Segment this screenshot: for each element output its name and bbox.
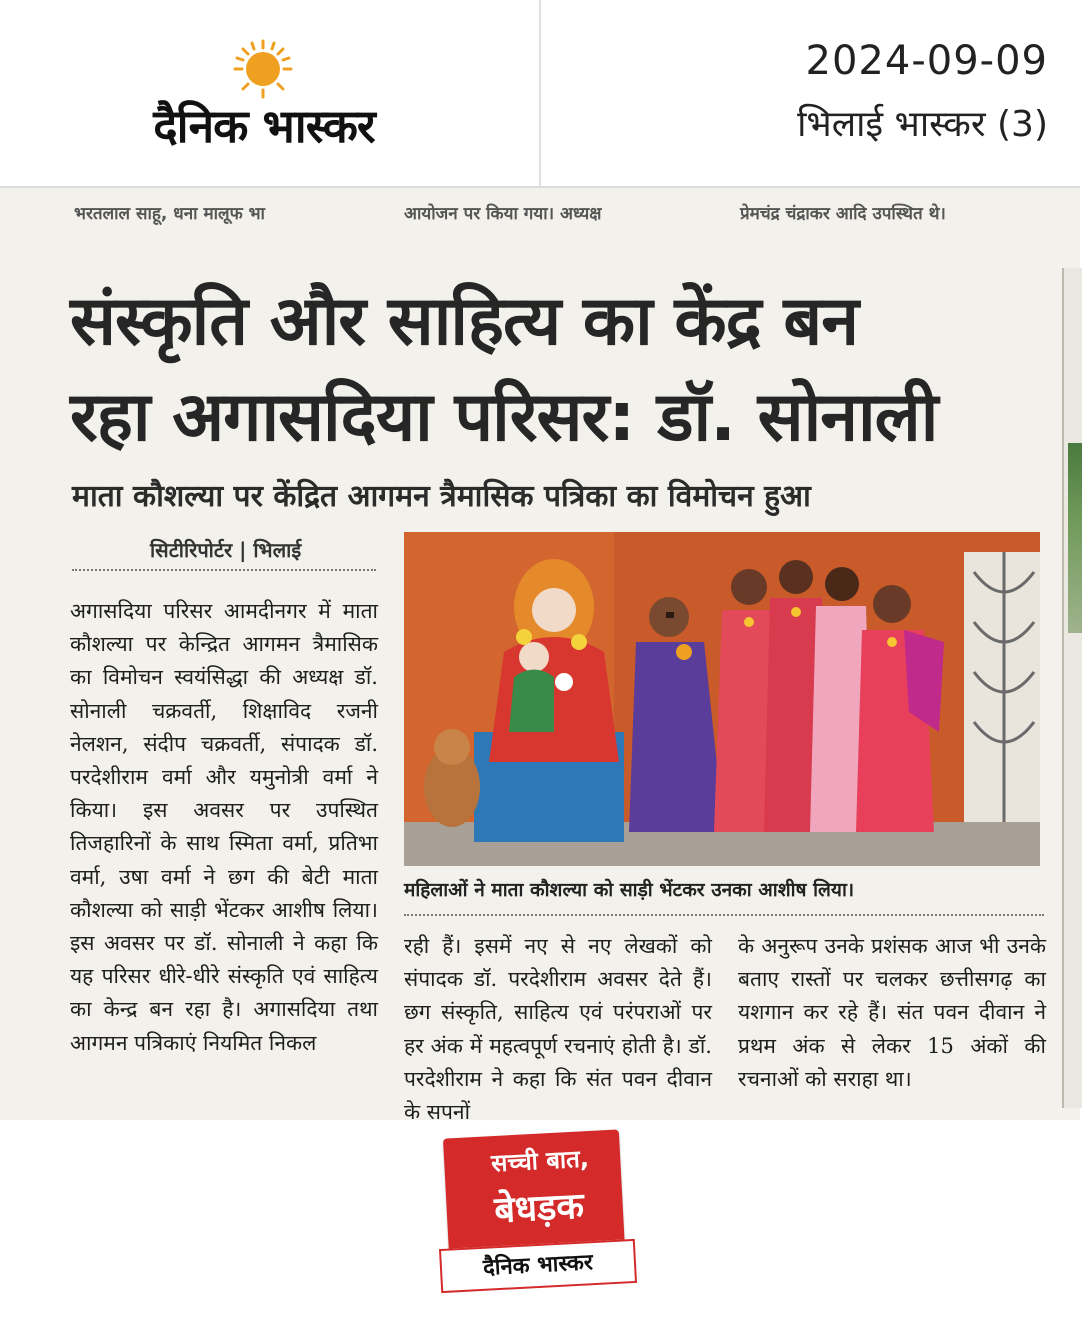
article-column-2: रही हैं। इसमें नए से नए लेखकों को संपादक डॉ. परदेशीराम अवसर देते हैं। छग संस्कृति, साहित्य एवं परंपराओं पर हर अंक में महत्वपूर्ण रचनाएं होती है। डॉ. परदेशीराम ने कहा कि संत पवन दीवान के सपनों — [404, 934, 712, 1125]
tagline-line-1: सच्ची बात, — [490, 1144, 590, 1178]
byline-rule — [72, 569, 376, 571]
newspaper-clipping — [0, 188, 1080, 1125]
article-column-1: अगासदिया परिसर आमदीनगर में माता कौशल्या पर केन्द्रित आगमन त्रैमासिक का विमोचन स्वयंसिद्धा की अध्यक्ष डॉ. सोनाली चक्रवर्ती, शिक्षाविद रजनी नेलशन, संदीप चक्रवर्ती, संपादक डॉ. परदेशीराम वर्मा और यमुनोत्री वर्मा ने किया। इस अवसर पर उपस्थित तिजहारिनों के साथ स्मिता वर्मा, प्रतिभा वर्मा, उषा वर्मा ने छग की बेटी माता कौशल्या को साड़ी भेंटकर आशीष लिया। इस अवसर पर डॉ. सोनाली ने कहा कि यह परिसर धीरे-धीरे संस्कृति एवं साहित्य का केन्द्र बन रहा है। अगासदिया तथा आगमन पत्रिकाएं नियमित निकल — [70, 599, 378, 1055]
adjacent-column-edge — [1062, 268, 1082, 1108]
previous-article-tail: आयोजन पर किया गया। अध्यक्ष — [404, 204, 602, 224]
adjacent-photo-edge — [1068, 443, 1082, 633]
previous-article-tail: प्रेमचंद्र चंद्राकर आदि उपस्थित थे। — [740, 204, 946, 224]
header-divider — [539, 0, 541, 186]
article-subheadline: माता कौशल्या पर केंद्रित आगमन त्रैमासिक पत्रिका का विमोचन हुआ — [72, 479, 811, 514]
tagline-badge — [440, 1134, 640, 1300]
women-with-mata-kaushalya-idol — [404, 532, 1040, 866]
brand-name: दैनिक भास्कर — [153, 99, 375, 153]
photo-caption: महिलाओं ने माता कौशल्या को साड़ी भेंटकर उनका आशीष लिया। — [404, 879, 855, 901]
caption-rule — [404, 914, 1044, 916]
edition-page: भिलाई भास्कर (3) — [797, 104, 1048, 145]
article-headline — [70, 274, 1050, 466]
article-byline: सिटीरिपोर्टर | भिलाई — [150, 538, 302, 562]
sun-icon — [232, 38, 294, 100]
edition-date: 2024-09-09 — [805, 38, 1048, 84]
footer-logo: दैनिक भास्कर — [439, 1239, 637, 1293]
dainik-bhaskar-logo[interactable] — [104, 38, 424, 158]
article-column-3: के अनुरूप उनके प्रशंसक आज भी उनके बताए रास्तों पर चलकर छत्तीसगढ़ का यशगान कर रहे हैं। संत पवन दीवान ने प्रथम अंक से लेकर 15 अंकों की रचनाओं को सराहा था। — [738, 934, 1046, 1091]
headline-line: संस्कृति और साहित्य का केंद्र बन — [70, 282, 858, 361]
headline-line: रहा अगासदिया परिसर: डॉ. सोनाली — [70, 378, 938, 457]
previous-article-tail: भरतलाल साहू, धना मालूफ भा — [74, 204, 265, 224]
article-photo — [404, 532, 1040, 866]
tagline-line-2: बेधड़क — [493, 1185, 585, 1232]
app-header — [0, 0, 1080, 188]
